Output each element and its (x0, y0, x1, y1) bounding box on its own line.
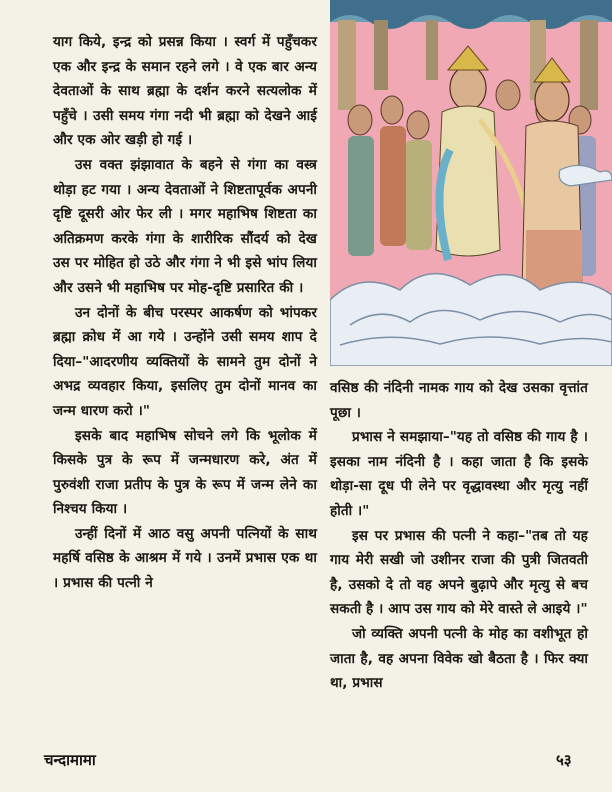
left-text-column (53, 30, 317, 596)
page-number: ५३ (556, 751, 572, 769)
paragraph: उस वक्त झंझावात के बहने से गंगा का वस्त्र थोड़ा हट गया । अन्य देवताओं ने शिष्टतापूर्वक अपनी दृष्टि दूसरी ओर फेर ली । मगर महाभिष शिष्टता का अतिक्रमण करके गंगा के शारीरिक सौंदर्य को देख उस पर मोहित हो उठे और गंगा ने भी इसे भांप लिया और उसने भी महाभिष पर मोह-दृष्टि प्रसारित की । (53, 156, 317, 296)
paragraph: उन दोनों के बीच परस्पर आकर्षण को भांपकर ब्रह्मा क्रोध में आ गये । उन्होंने उसी समय शाप दे दिया–"आदरणीय व्यक्तियों के सामने तुम दोनों ने अभद्र व्यवहार किया, इसलिए तुम दोनों मानव का जन्म धारण करो ।" (53, 304, 317, 419)
story-illustration (330, 0, 612, 366)
paragraph: इसके बाद महाभिष सोचने लगे कि भूलोक में किसके पुत्र के रूप में जन्मधारण करे, अंत में पुरुवंशी राजा प्रतीप के पुत्र के रूप में जन्म लेने का निश्चय किया । (53, 427, 317, 518)
right-text-column (330, 376, 588, 696)
magazine-name: चन्दामामा (44, 751, 96, 769)
paragraph: प्रभास ने समझाया–"यह तो वसिष्ठ की गाय है । इसका नाम नंदिनी है । कहा जाता है कि इसके थोड़ा-सा दूध पी लेने पर वृद्धावस्था और मृत्यु नहीं होती ।" (330, 429, 588, 519)
paragraph: वसिष्ठ की नंदिनी नामक गाय को देख उसका वृत्तांत पूछा । (330, 380, 588, 421)
paragraph: उन्हीं दिनों में आठ वसु अपनी पत्नियों के साथ महर्षि वसिष्ठ के आश्रम में गये । उनमें प्रभास एक था । प्रभास की पत्नी ने (53, 525, 317, 592)
illustration-drawing (330, 0, 612, 366)
paragraph: इस पर प्रभास की पत्नी ने कहा–"तब तो यह गाय मेरी सखी जो उशीनर राजा की पुत्री जितवती है, उसको दे तो वह अपने बुढ़ापे और मृत्यु से बच सकती है । आप उस गाय को मेरे वास्ते ले आइये ।" (330, 527, 588, 618)
paragraph: याग किये, इन्द्र को प्रसन्न किया । स्वर्ग में पहुँचकर एक और इन्द्र के समान रहने लगे । वे एक बार अन्य देवताओं के साथ ब्रह्मा के दर्शन करने सत्यलोक में पहुँचे । उसी समय गंगा नदी भी ब्रह्मा को देखने आई और एक ओर खड़ी हो गई । (53, 34, 317, 149)
paragraph: जो व्यक्ति अपनी पत्नी के मोह का वशीभूत हो जाता है, वह अपना विवेक खो बैठता है । फिर क्या था, प्रभास (330, 625, 588, 692)
